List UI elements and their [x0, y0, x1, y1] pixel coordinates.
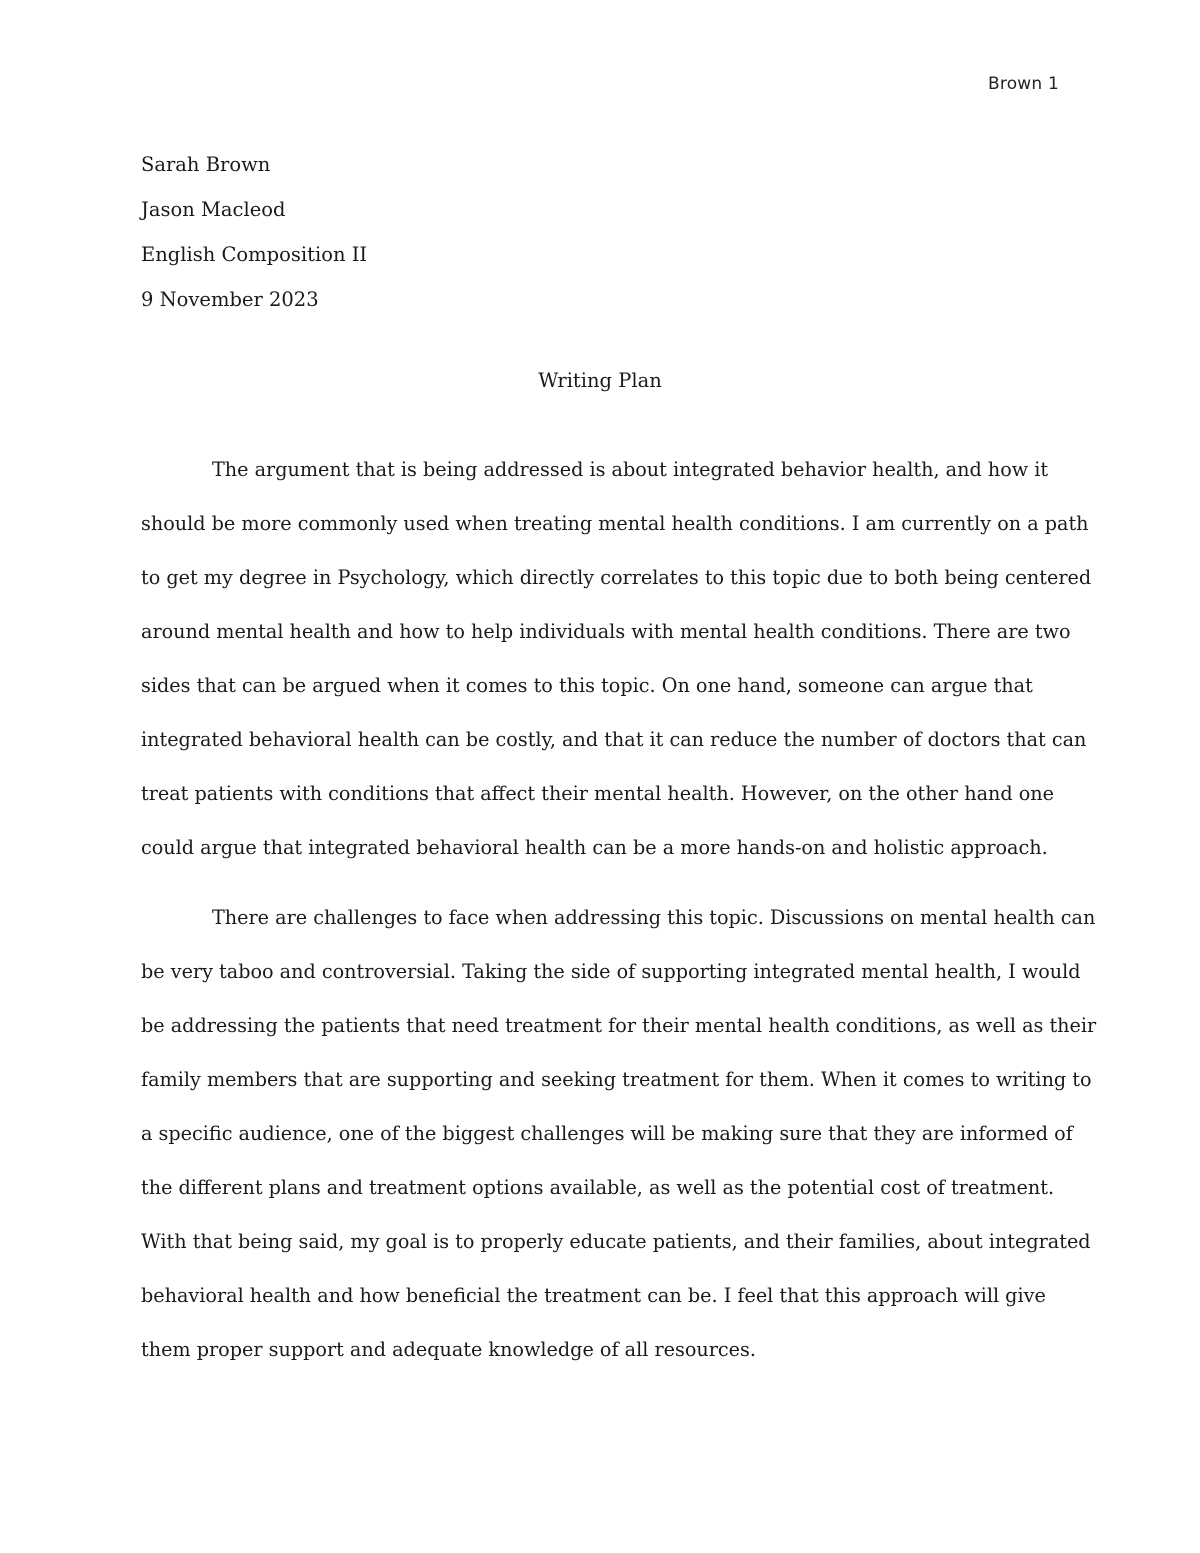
paragraph-line: treat patients with conditions that affect their mental health. However, on the other hand one	[141, 782, 1055, 805]
paragraph-line: to get my degree in Psychology, which directly correlates to this topic due to both being centered	[141, 566, 1092, 589]
paragraph-line: could argue that integrated behavioral health can be a more hands-on and holistic approach.	[141, 836, 1048, 859]
document-title: Writing Plan	[538, 369, 662, 392]
paragraph-line: be very taboo and controversial. Taking the side of supporting integrated mental health, I would	[141, 960, 1081, 983]
paragraph-line: sides that can be argued when it comes to this topic. On one hand, someone can argue that	[141, 674, 1033, 697]
paragraph-line: There are challenges to face when addressing this topic. Discussions on mental health can	[212, 906, 1096, 929]
instructor-name: Jason Macleod	[141, 198, 286, 221]
student-name: Sarah Brown	[141, 153, 271, 176]
paragraph-line: The argument that is being addressed is about integrated behavior health, and how it	[212, 458, 1049, 481]
paragraph-line: around mental health and how to help individuals with mental health conditions. There are two	[141, 620, 1071, 643]
paragraph-line: family members that are supporting and seeking treatment for them. When it comes to writing to	[141, 1068, 1092, 1091]
course-name: English Composition II	[141, 243, 368, 266]
document-date: 9 November 2023	[141, 288, 319, 311]
paragraph-line: should be more commonly used when treating mental health conditions. I am currently on a path	[141, 512, 1089, 535]
paragraph-line: be addressing the patients that need treatment for their mental health conditions, as well as their	[141, 1014, 1097, 1037]
paragraph-line: With that being said, my goal is to properly educate patients, and their families, about integrated	[141, 1230, 1091, 1253]
mla-heading	[141, 142, 367, 322]
running-head: Brown 1	[988, 74, 1059, 94]
paragraph-line: behavioral health and how beneficial the treatment can be. I feel that this approach will give	[141, 1284, 1046, 1307]
paragraph-line: them proper support and adequate knowledge of all resources.	[141, 1338, 756, 1361]
paragraph-line: integrated behavioral health can be costly, and that it can reduce the number of doctors that can	[141, 728, 1087, 751]
body-paragraph	[141, 891, 1097, 1377]
paragraph-line: a specific audience, one of the biggest challenges will be making sure that they are informed of	[141, 1122, 1073, 1145]
paragraph-line: the different plans and treatment options available, as well as the potential cost of treatment.	[141, 1176, 1055, 1199]
body-paragraph	[141, 443, 1092, 875]
